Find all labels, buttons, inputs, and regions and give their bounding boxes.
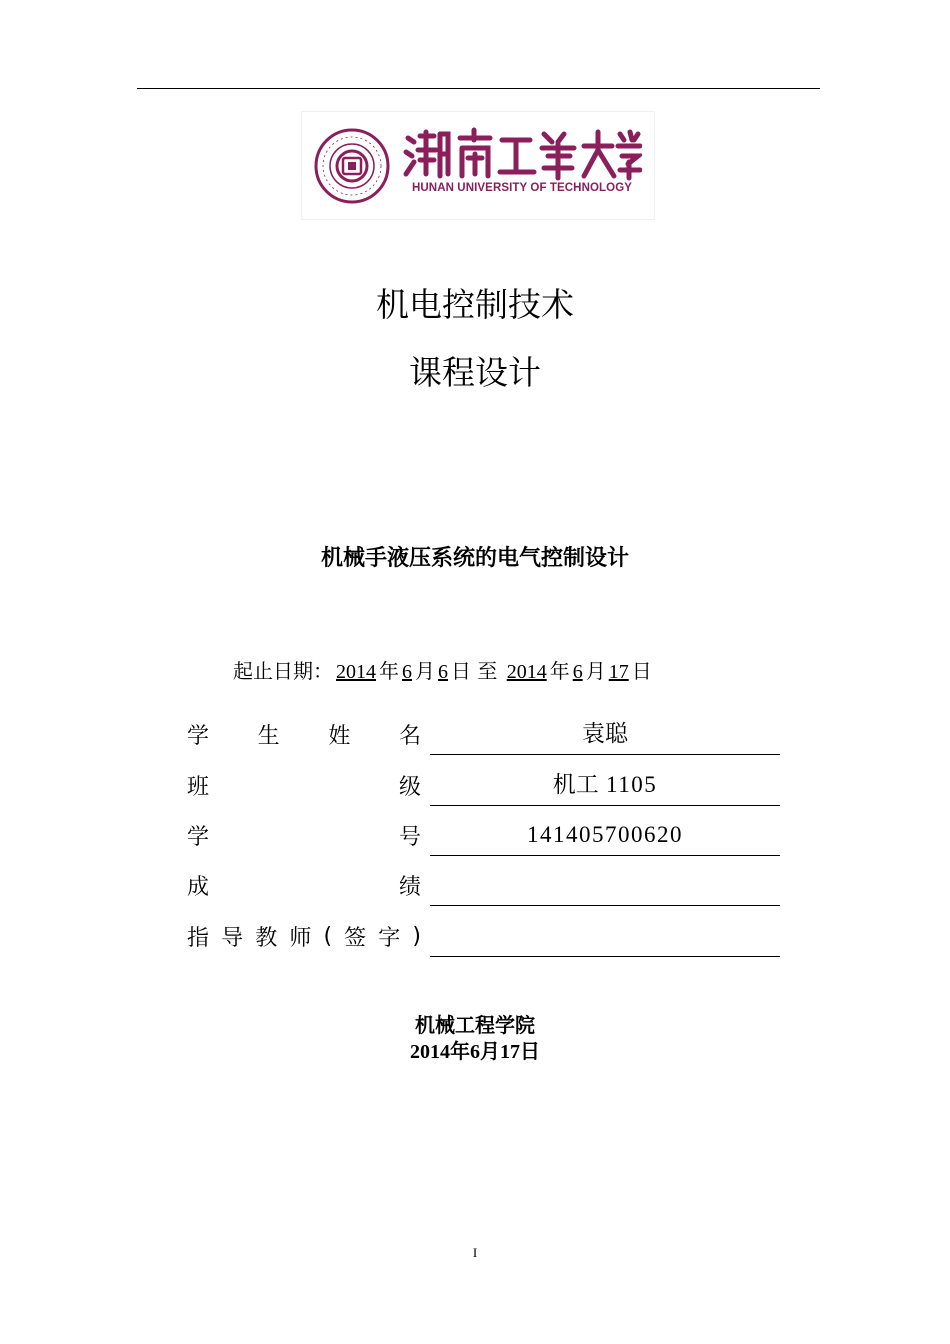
label-char: ( bbox=[323, 923, 333, 949]
design-topic: 机械手液压系统的电气控制设计 bbox=[320, 546, 629, 571]
label-char: 姓 bbox=[328, 723, 351, 749]
page-number: I bbox=[472, 1245, 478, 1260]
grade-field bbox=[430, 867, 780, 906]
label-char: 学 bbox=[187, 824, 210, 850]
to-word: 至 bbox=[477, 659, 498, 683]
label-char: 绩 bbox=[398, 874, 421, 900]
university-logo bbox=[301, 111, 655, 220]
label-char: 名 bbox=[398, 723, 421, 749]
class-field bbox=[430, 767, 780, 806]
header-rule bbox=[137, 88, 820, 89]
class-label bbox=[187, 767, 421, 803]
teacher-signature-row bbox=[187, 918, 780, 968]
grade-label bbox=[187, 867, 421, 903]
course-subtitle: 课程设计 bbox=[409, 353, 541, 392]
student-id-row bbox=[187, 817, 780, 867]
department-name: 机械工程学院 bbox=[415, 1013, 535, 1037]
grade-row bbox=[187, 867, 780, 917]
start-month: 6 bbox=[402, 661, 412, 683]
end-month: 6 bbox=[572, 661, 583, 683]
student-name-field bbox=[430, 716, 780, 755]
date-range-label: 起止日期： bbox=[233, 659, 333, 683]
label-char: 指 bbox=[187, 925, 210, 951]
label-char: 教 bbox=[255, 925, 278, 951]
year-char: 年 bbox=[549, 659, 570, 683]
course-title: 机电控制技术 bbox=[376, 285, 574, 324]
student-name-label bbox=[187, 716, 421, 752]
university-seal-icon bbox=[314, 128, 390, 204]
month-char: 月 bbox=[585, 659, 606, 683]
class-value-number: 1105 bbox=[606, 772, 658, 797]
label-char: 号 bbox=[398, 824, 421, 850]
footer-date: 2014年6月17日 bbox=[410, 1041, 540, 1063]
label-char: 生 bbox=[257, 723, 280, 749]
student-name-row bbox=[187, 716, 780, 766]
student-id-label bbox=[187, 817, 421, 853]
student-name-value: 袁聪 bbox=[582, 721, 628, 747]
class-value-text: 机工 bbox=[552, 772, 599, 798]
label-char: 签 bbox=[344, 925, 367, 951]
year-char: 年 bbox=[379, 659, 399, 683]
start-year: 2014 bbox=[336, 661, 376, 683]
student-id-field: 141405700620 bbox=[430, 817, 780, 856]
teacher-signature-field bbox=[430, 918, 780, 957]
day-char: 日 bbox=[631, 659, 652, 683]
end-year: 2014 bbox=[506, 661, 547, 683]
label-char: 成 bbox=[187, 874, 210, 900]
label-char: 班 bbox=[187, 774, 210, 800]
label-char: 导 bbox=[221, 925, 244, 951]
university-name-calligraphy bbox=[402, 126, 642, 182]
university-name-english: HUNAN UNIVERSITY OF TECHNOLOGY bbox=[411, 182, 633, 194]
label-char: 学 bbox=[187, 723, 210, 749]
teacher-signature-label bbox=[187, 918, 421, 954]
start-day: 6 bbox=[438, 661, 448, 683]
label-char: 级 bbox=[398, 774, 421, 800]
month-char: 月 bbox=[415, 659, 435, 683]
label-char: 师 bbox=[289, 925, 312, 951]
label-char: 字 bbox=[378, 925, 401, 951]
class-row bbox=[187, 767, 780, 817]
date-range bbox=[233, 655, 652, 684]
label-char: ) bbox=[412, 923, 421, 949]
end-day: 17 bbox=[608, 661, 629, 683]
day-char: 日 bbox=[451, 659, 471, 683]
